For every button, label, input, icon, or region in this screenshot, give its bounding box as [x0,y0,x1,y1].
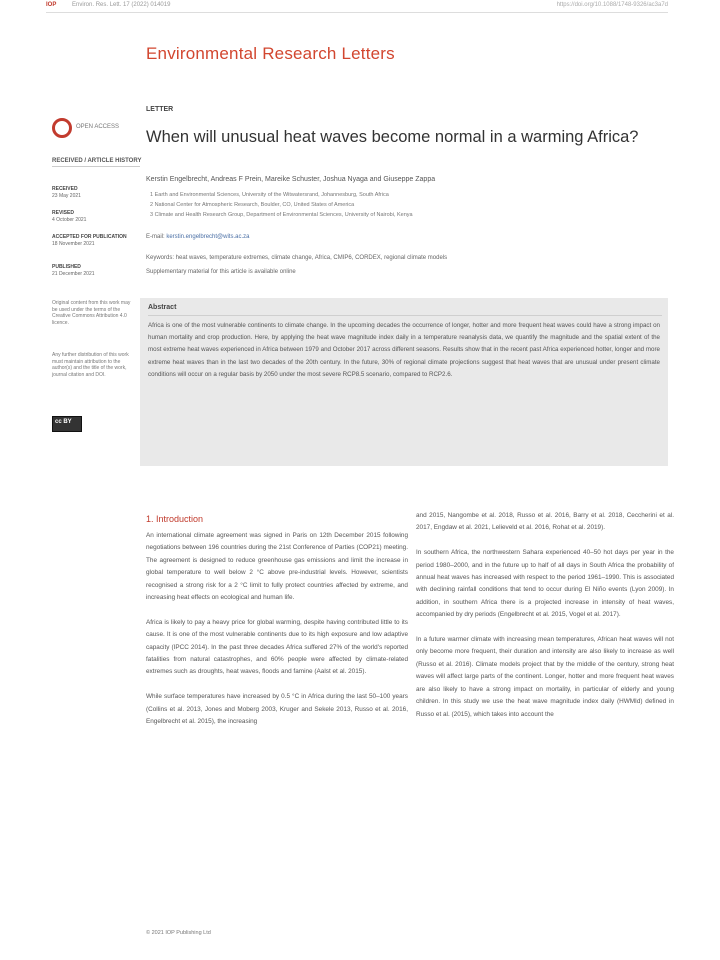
affiliation: 2 National Center for Atmospheric Research, Boulder, CO, United States of America [150,202,355,208]
abstract-heading: Abstract [148,304,177,311]
history-revised [52,210,132,223]
body-column-right: and 2015, Nangombe et al. 2018, Russo et al. 2016, Barry et al. 2018, Ceccherini et al. 2017, Engdaw et al. 2021, Lelieveld et al. 2016, Rohat et al. 2019). In southern Africa, the northwestern Sahara experienced 40–50 hot days per year in the period 1980–2000, and in the future up to half of all days in South Africa the probability of annual heat waves has increased with respect to the period 1961–1990. This is associated with declining rainfall conditions that tend to occur during El Niño events (Lyon 2009). In addition, in southern Africa there is a projected increase in intensity of heat waves, accompanied by dry periods (Engelbrecht et al. 2015, Vogel et al. 2017). In a future warmer climate with increasing mean temperatures, African heat waves will not only become more frequent, their duration and intensity are also likely to increase as well (Russo et al. 2016). Climate models project that by the middle of the century, strong heat waves will affect large parts of the continent. Longer, hotter and more frequent heat waves are also likely to have a strong impact on mortality, in particular of elderly and young children. In this study we use the heat wave magnitude index daily (HWMId) defined in Russo et al. (2015), which takes into account the [416,512,674,718]
publisher-logo[interactable]: IOP [46,2,57,8]
article-title: When will unusual heat waves become normal in a warming Africa? [146,128,639,146]
cc-label: cc BY [55,419,72,425]
keywords: Keywords: heat waves, temperature extremes, climate change, Africa, CMIP6, CORDEX, regional climate models [146,255,448,261]
open-access-label: OPEN ACCESS [76,124,120,130]
citation-text: Environ. Res. Lett. 17 (2022) 014019 [72,2,171,8]
article-type: LETTER [146,106,174,113]
page-footer: © 2021 IOP Publishing Ltd [146,930,211,936]
cc-license-badge[interactable] [52,416,82,432]
history-value: 4 October 2021 [52,216,87,223]
history-label: PUBLISHED [52,264,81,270]
doi-link[interactable]: https://doi.org/10.1088/1748-9326/ac3a7d [556,2,668,8]
history-label: ACCEPTED FOR PUBLICATION [52,234,127,240]
history-divider [52,166,140,167]
history-accepted [52,234,132,247]
abstract-divider [148,315,662,316]
history-value: 18 November 2021 [52,240,95,247]
license-text-2: Any further distribution of this work must maintain attribution to the author(s) and the title of the work, journal citation and DOI. [52,352,129,378]
open-access-logo-icon [52,118,72,138]
affiliation: 3 Climate and Health Research Group, Department of Environmental Sciences, University of Nairobi, Kenya [150,212,413,218]
affiliation: 1 Earth and Environmental Sciences, University of the Witwatersrand, Johannesburg, South Africa [150,192,389,198]
email-label: E-mail: [146,234,165,240]
license-text: Original content from this work may be used under the terms of the Creative Commons Attribution 4.0 licence. [52,300,131,326]
header-divider [46,12,668,13]
article-history-heading: RECEIVED / ARTICLE HISTORY [52,158,142,164]
email-link[interactable]: kerstin.engelbrecht@wits.ac.za [166,234,250,240]
journal-name[interactable]: Environmental Research Letters [146,44,395,63]
body-column-left: An international climate agreement was signed in Paris on 12th December 2015 following negotiations between 196 countries during the 21st Conference of Parties (COP21) meeting. The agreement is designed to reduce greenhouse gas emissions and limit the increase in global temperature to well below 2 °C above pre-industrial levels. However, scientists recognised a strong risk for a 2 °C limit to fully protect countries affected by extreme, and increasing heat effects on ecological and human life. Africa is likely to pay a heavy price for global warming, despite having contributed little to its cause. It is one of the most vulnerable continents due to its high exposure and low adaptive capacity (IPCC 2014). In the past three decades Africa suffered 27% of the world's reported fatalities from natural catastrophes, and 60% people were affected by climate-related extremes such as droughts, heat waves, floods and famine (Aalst et al. 2015). While surface temperatures have increased by 0.5 °C in Africa during the last 50–100 years (Collins et al. 2013, Jones and Moberg 2003, Kruger and Sekele 2013, Russo et al. 2016, Engelbrecht et al. 2015), the increasing [146,532,408,726]
supplementary-note[interactable]: Supplementary material for this article is available online [146,269,296,275]
abstract-text: Africa is one of the most vulnerable continents to climate change. In the upcoming decades the occurrence of longer, hotter and more frequent heat waves could have a strong impact on human mortality and crop production. Here, by applying the heat wave magnitude index daily in a temperature reanalysis data, we quantify the magnitude and the spatial extent of the most extreme heat waves experienced in Africa between 1979 and October 2017 across different seasons. Results show that in the recent past Africa experienced hotter, longer and more extreme heat waves than in the last two decades of the 20th century. In the future, 30% of regional climate projections suggest that heat waves that are unusual under present climate conditions will occur on a regular basis by 2050 under the most severe RCP8.5 scenario, compared to RCP2.6. [148,322,660,378]
journal-citation-bar [46,2,170,12]
history-published [52,264,132,277]
history-value: 21 December 2021 [52,270,95,277]
history-value: 23 May 2021 [52,192,81,199]
section-heading-introduction: 1. Introduction [146,514,204,524]
history-label: REVISED [52,210,74,216]
history-received [52,186,132,199]
history-label: RECEIVED [52,186,78,192]
corresponding-email [146,234,249,240]
author-list[interactable]: Kerstin Engelbrecht, Andreas F Prein, Mareike Schuster, Joshua Nyaga and Giuseppe Zappa [146,176,436,183]
